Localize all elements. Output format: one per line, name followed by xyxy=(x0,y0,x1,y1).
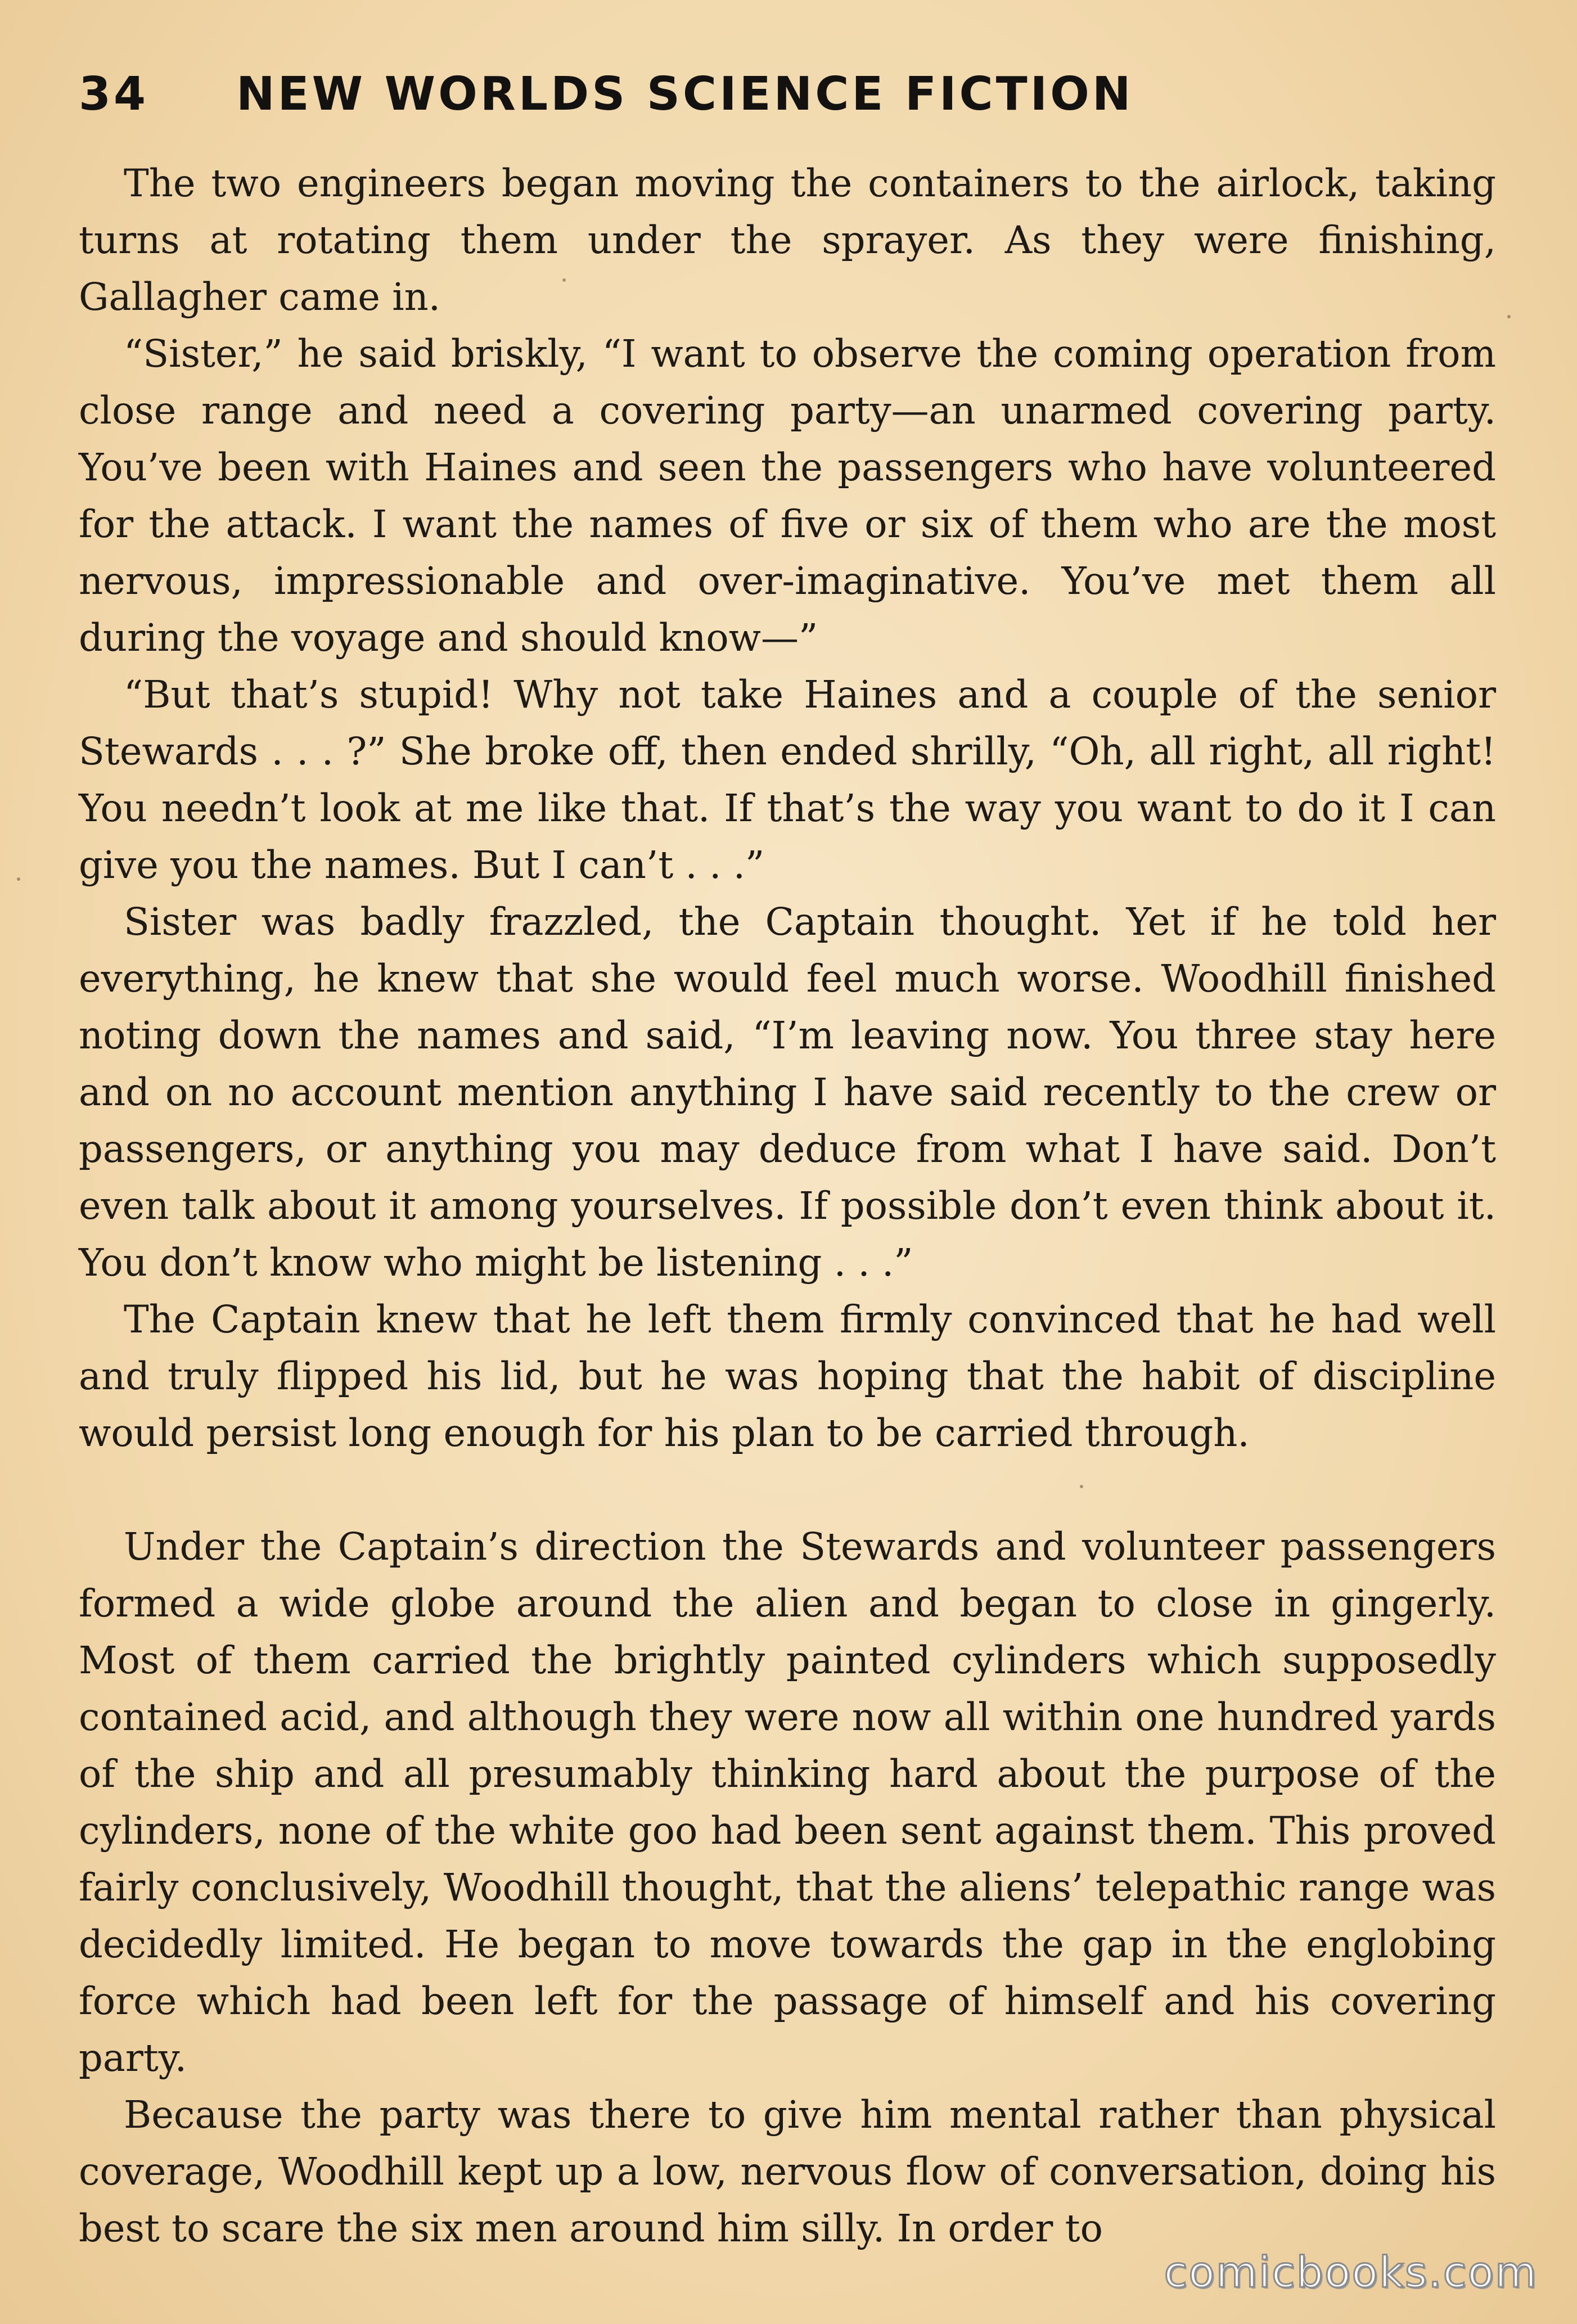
print-speck xyxy=(562,278,566,282)
paragraph: Under the Captain’s direction the Stewards and volunteer passengers formed a wide globe around the alien and began to close in gingerly. Most of them carried the brightly painted cylinders which supposedly contained acid, and although they were now all within one hundred yards of the ship and all presumably thinking hard about the purpose of the cylinders, none of the white goo had been sent against them. This proved fairly conclusively, Woodhill thought, that the aliens’ telepathic range was decidedly limited. He began to move towards the gap in the englobing force which had been left for the passage of himself and his covering party. xyxy=(79,1525,1496,2080)
paragraph: Sister was badly frazzled, the Captain thought. Yet if he told her everything, he knew that she would feel much worse. Woodhill finished noting down the names and said, “I’m leaving now. You three stay here and on no account mention anything I have said recently to the crew or passengers, or anything you may deduce from what I have said. Don’t even talk about it among yourselves. If possible don’t even think about it. You don’t know who might be listening . . .” xyxy=(79,900,1496,1285)
page-number: 34 xyxy=(79,67,149,121)
paragraph: Because the party was there to give him mental rather than physical coverage, Woodhill kept up a low, nervous flow of conversation, doing his best to scare the six men around him silly. In order to xyxy=(79,2093,1496,2250)
paragraph: “But that’s stupid! Why not take Haines and a couple of the senior Stewards . . . ?” She broke off, then ended shrilly, “Oh, all right, all right! You needn’t look at me like that. If that’s the way you want to do it I can give you the names. But I can’t . . .” xyxy=(79,673,1496,887)
print-speck xyxy=(1507,315,1511,318)
paragraph: The Captain knew that he left them firmly convinced that he had well and truly flipped his lid, but he was hoping that the habit of discipline would persist long enough for his plan to be carried through. xyxy=(79,1298,1496,1455)
section-break xyxy=(79,1462,1496,1519)
running-header xyxy=(79,67,1496,141)
magazine-page xyxy=(79,67,1496,2261)
magazine-title: NEW WORLDS SCIENCE FICTION xyxy=(236,67,1134,121)
story-text xyxy=(79,155,1496,2257)
print-speck xyxy=(1080,1485,1083,1488)
print-speck xyxy=(17,877,20,881)
paragraph: “Sister,” he said briskly, “I want to observe the coming operation from close range and need a covering party—an unarmed covering party. You’ve been with Haines and seen the passengers who have volunteered for the attack. I want the names of five or six of them who are the most nervous, impressionable and over-imaginative. You’ve met them all during the voyage and should know—” xyxy=(79,332,1496,660)
paragraph: The two engineers began moving the containers to the airlock, taking turns at rotating them under the sprayer. As they were finishing, Gallagher came in. xyxy=(79,161,1496,319)
watermark-text: comicbooks.com xyxy=(1164,2247,1538,2297)
